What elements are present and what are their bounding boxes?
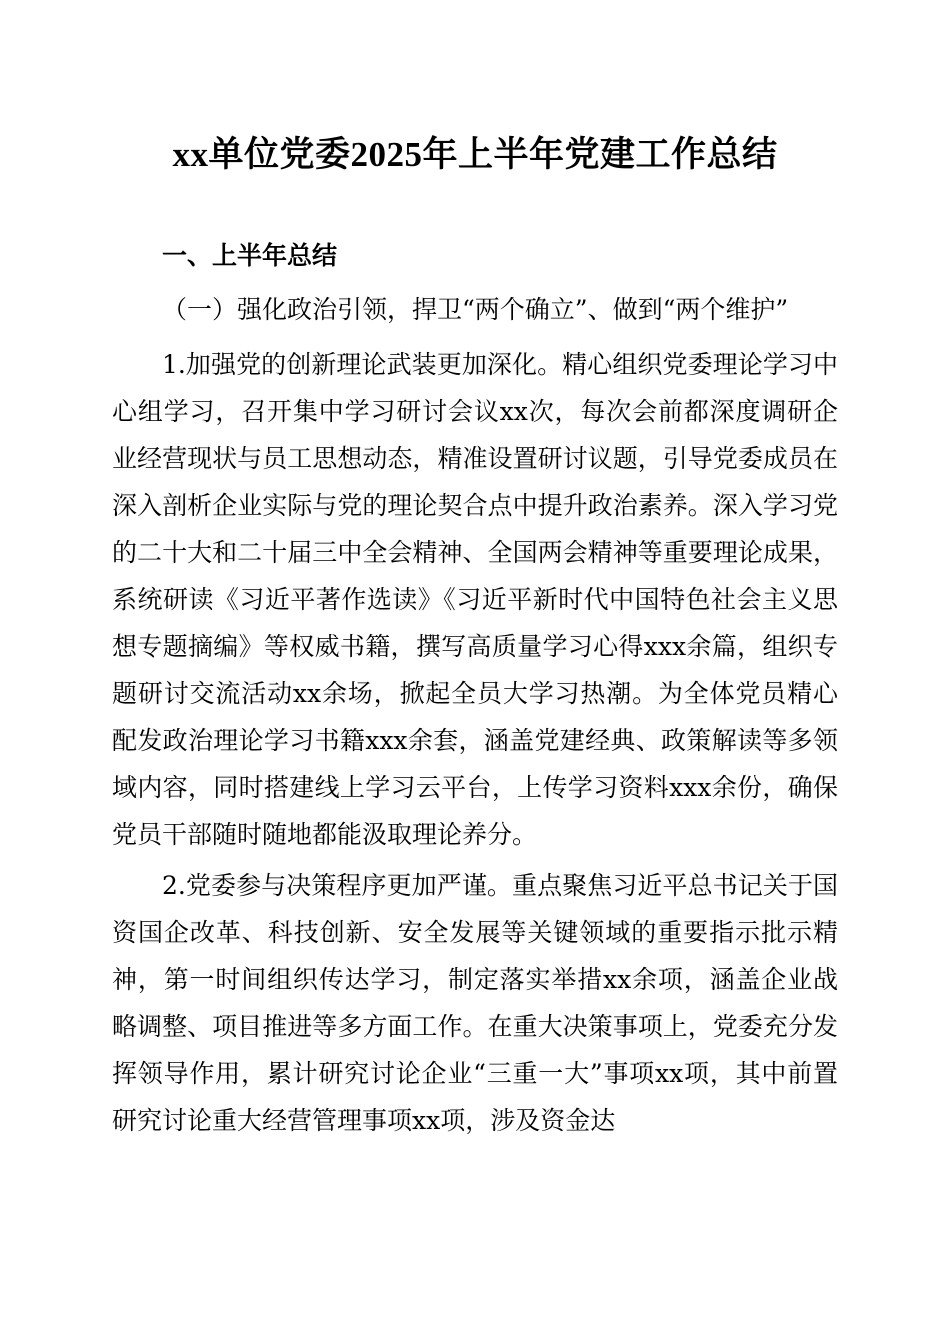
body-paragraph-2: 2.党委参与决策程序更加严谨。重点聚焦习近平总书记关于国资国企改革、科技创新、安全发展等关键领域的重要指示批示精神，第一时间组织传达学习，制定落实举措xx余项，涵盖企业战略调整、项目推进等多方面工作。在重大决策事项上，党委充分发挥领导作用，累计研究讨论企业“三重一大”事项xx项，其中前置研究讨论重大经营管理事项xx项，涉及资金达 [112, 871, 838, 1135]
body-paragraph-1: 1.加强党的创新理论武装更加深化。精心组织党委理论学习中心组学习，召开集中学习研讨会议xx次，每次会前都深度调研企业经营现状与员工思想动态，精准设置研讨议题，引导党委成员在深入剖析企业实际与党的理论契合点中提升政治素养。深入学习党的二十大和二十届三中全会精神、全国两会精神等重要理论成果，系统研读《习近平著作选读》《习近平新时代中国特色社会主义思想专题摘编》等权威书籍，撰写高质量学习心得xxx余篇，组织专题研讨交流活动xx余场，掀起全员大学习热潮。为全体党员精心配发政治理论学习书籍xxx余套，涵盖党建经典、政策解读等多领域内容，同时搭建线上学习云平台，上传学习资料xxx余份，确保党员干部随时随地都能汲取理论养分。 [112, 350, 838, 849]
section-heading-level-2: （一）强化政治引领，捍卫“两个确立”、做到“两个维护” [162, 295, 789, 324]
section-heading-level-1: 一、上半年总结 [162, 242, 338, 270]
page-title: xx单位党委2025年上半年党建工作总结 [172, 135, 778, 174]
document-body [112, 0, 838, 1144]
